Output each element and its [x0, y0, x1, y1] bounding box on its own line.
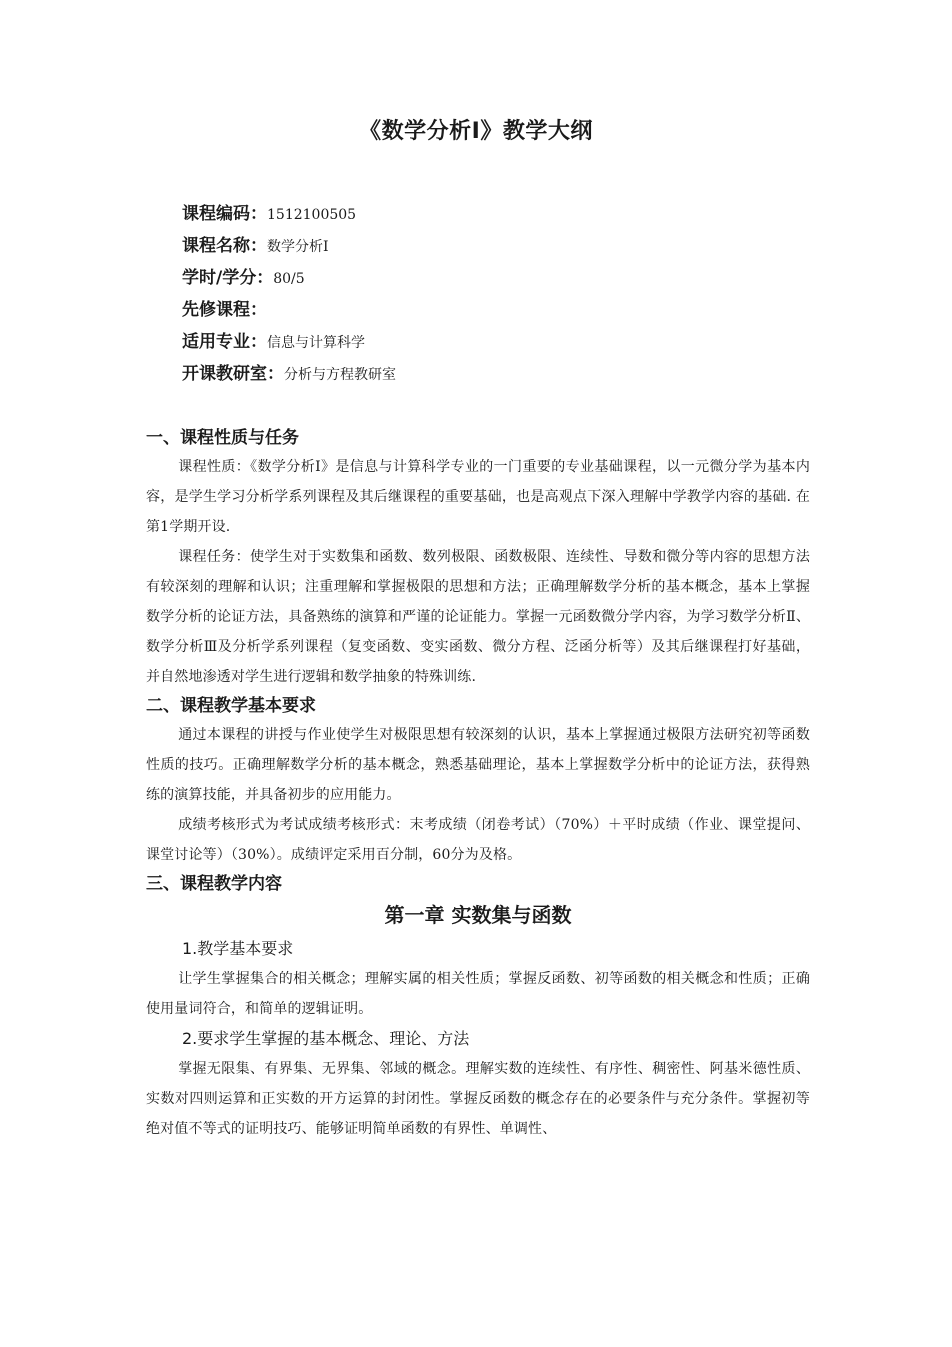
hours-credits-value: 80/5 [273, 271, 305, 287]
prerequisites-row [182, 296, 396, 328]
course-nature-paragraph: 课程性质：《数学分析Ⅰ》是信息与计算科学专业的一门重要的专业基础课程，以一元微分学为基本内容，是学生学习分析学系列课程及其后继课程的重要基础，也是高观点下深入理解中学教学内容的基础. 在第1学期开设. [146, 459, 810, 535]
subsection-2-paragraph: 掌握无限集、有界集、无界集、邻域的概念。理解实数的连续性、有序性、稠密性、阿基米德性质、实数对四则运算和正实数的开方运算的封闭性。掌握反函数的概念存在的必要条件与充分条件。掌握初等绝对值不等式的证明技巧、能够证明简单函数的有界性、单调性、 [146, 1061, 810, 1137]
section-2-heading: 二、课程教学基本要求 [146, 696, 316, 716]
department-row [182, 360, 396, 392]
major-row [182, 328, 396, 360]
course-code-value: 1512100505 [267, 207, 357, 223]
course-code-label: 课程编码： [182, 204, 267, 224]
section-3-heading: 三、课程教学内容 [146, 874, 282, 894]
major-value: 信息与计算科学 [267, 335, 365, 351]
course-name-value: 数学分析Ⅰ [267, 239, 329, 255]
department-label: 开课教研室： [182, 364, 284, 384]
section-1-heading: 一、课程性质与任务 [146, 428, 299, 448]
department-value: 分析与方程教研室 [284, 367, 396, 383]
basic-requirements-paragraph: 通过本课程的讲授与作业使学生对极限思想有较深刻的认识，基本上掌握通过极限方法研究初等函数性质的技巧。正确理解数学分析的基本概念，熟悉基础理论，基本上掌握数学分析中的论证方法，获得熟练的演算技能，并具备初步的应用能力。 [146, 727, 810, 803]
document-body [146, 424, 810, 1144]
course-tasks-paragraph: 课程任务：使学生对于实数集和函数、数列极限、函数极限、连续性、导数和微分等内容的思想方法有较深刻的理解和认识；注重理解和掌握极限的思想和方法；正确理解数学分析的基本概念，基本上掌握数学分析的论证方法，具备熟练的演算和严谨的论证能力。掌握一元函数微分学内容，为学习数学分析Ⅱ、数学分析Ⅲ及分析学系列课程（复变函数、变实函数、微分方程、泛函分析等）及其后继课程打好基础，并自然地渗透对学生进行逻辑和数学抽象的特殊训练. [146, 549, 810, 685]
course-info-block [182, 200, 396, 392]
document-title: 《数学分析Ⅰ》教学大纲 [359, 119, 593, 144]
hours-credits-label: 学时/学分： [182, 268, 274, 288]
assessment-paragraph: 成绩考核形式为考试成绩考核形式：末考成绩（闭卷考试）（70%）＋平时成绩（作业、课堂提问、课堂讨论等）（30%）。成绩评定采用百分制，60分为及格。 [146, 817, 810, 863]
major-label: 适用专业： [182, 332, 267, 352]
chapter-1-title: 第一章 实数集与函数 [384, 903, 572, 927]
subsection-1-paragraph: 让学生掌握集合的相关概念；理解实属的相关性质；掌握反函数、初等函数的相关概念和性质；正确使用量词符合，和简单的逻辑证明。 [146, 971, 810, 1017]
prerequisites-label: 先修课程： [182, 300, 267, 320]
subsection-2-heading: 2.要求学生掌握的基本概念、理论、方法 [182, 1029, 470, 1048]
course-name-label: 课程名称： [182, 236, 267, 256]
course-code-row [182, 200, 396, 232]
subsection-1-heading: 1.教学基本要求 [182, 939, 294, 958]
course-name-row [182, 232, 396, 264]
hours-credits-row [182, 264, 396, 296]
